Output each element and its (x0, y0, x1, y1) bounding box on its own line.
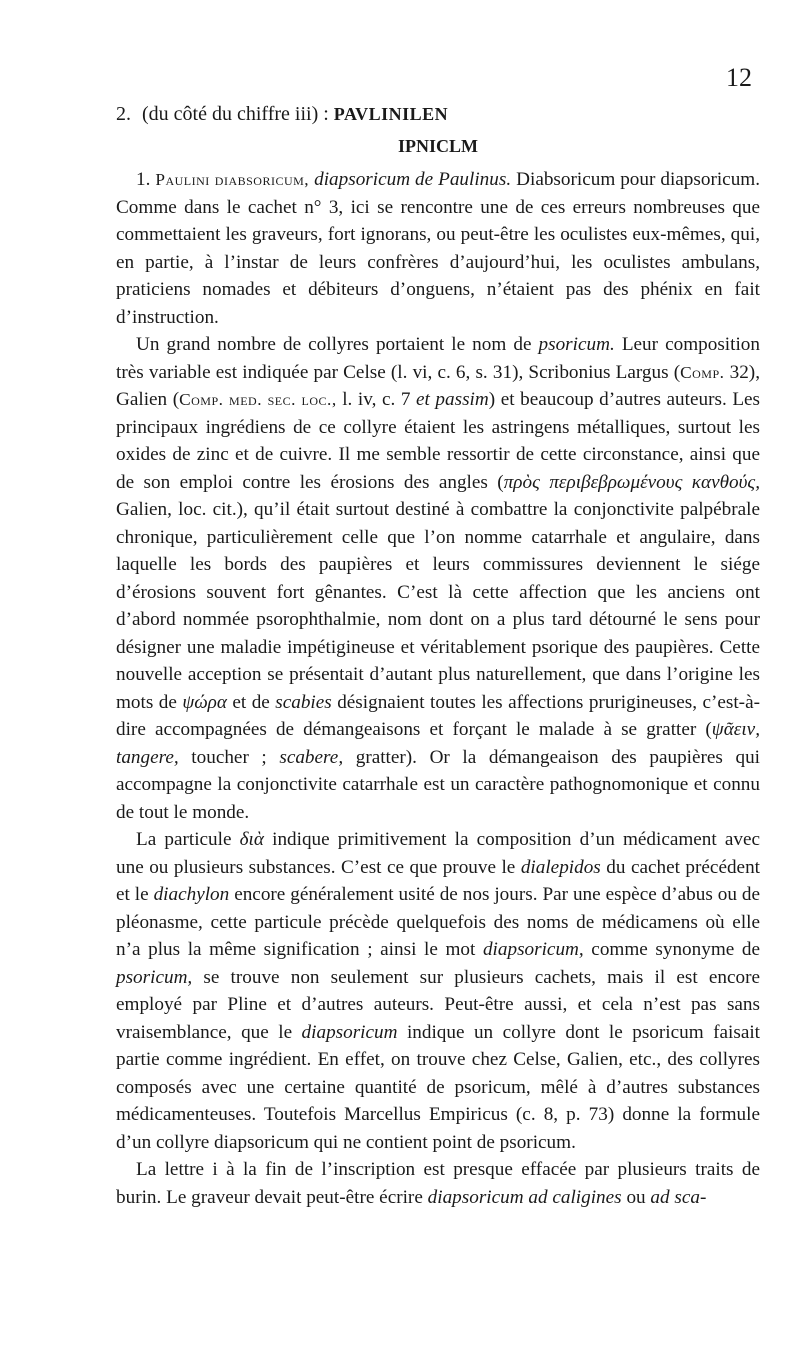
text-run: La particule (136, 829, 240, 850)
text-run: Un grand nombre de collyres portaient le nom de (136, 334, 539, 355)
paragraph-3 (116, 826, 760, 1156)
book-page (116, 0, 760, 1372)
small-caps-text: Comp. (680, 362, 725, 382)
entry-name: Paulini diabsoricum, (155, 170, 310, 189)
paragraph-4 (116, 1156, 760, 1211)
text-run: et de (226, 691, 276, 713)
italic-text: dialepidos (520, 856, 601, 878)
entry-number: 1. (136, 169, 151, 190)
italic-text: et passim (416, 389, 489, 410)
text-run: gratter). Or la démangeaison des paupières qui accompagne la conjonctivite catarrhale est un caractère pathognomonique et connu de tout le monde. (116, 746, 760, 823)
small-caps-text: Comp. med. sec. loc., (179, 390, 337, 409)
italic-text: πρὸς περιβεβρωμένους κανθούς, (503, 471, 760, 493)
italic-text: diapsoricum ad caligines (427, 1186, 622, 1208)
inscription-number: 2. (116, 103, 131, 125)
text-run: l. iv, c. 7 (336, 389, 416, 410)
italic-text: diachylon (153, 884, 230, 905)
text-run: indique primitivement la composition d’un médicament avec une ou plusieurs substances. C’est ce que prouve le (116, 829, 760, 878)
text-run: ou (621, 1186, 651, 1208)
text-run: encore généralement usité de nos jours. Par une espèce d’abus ou de pléonasme, cette particule précède quelquefois des noms de médicamens où elle n’a plus la même signification ; ainsi le mot (116, 884, 760, 960)
text-run: indique un collyre dont le psoricum faisait partie comme ingrédient. En effet, on trouve chez Celse, Galien, etc., des collyres composés avec une certaine quantité de psoricum, mêlé à d’autres substances médicamenteuses. Toutefois Marcellus Empiricus (c. 8, p. 73) donne la formule d’un collyre diapsoricum qui ne contient point de psoricum. (116, 1021, 760, 1153)
inscription-line-2: IPNICLM (398, 136, 478, 156)
body-text (116, 166, 760, 1211)
page-number: 12 (726, 63, 752, 92)
text-run: La lettre i à la fin de l’inscription est presque effacée par plusieurs traits de burin. Le graveur devait peut-être écrire (116, 1159, 760, 1208)
paragraph-1-text: Diabsoricum pour diapsoricum. Comme dans le cachet n° 3, ici se rencontre une de ces erreurs nombreuses que commettaient les graveurs, fort ignorans, ou peut-être les oculistes eux-mêmes, qui, en partie, à l’instar de leurs confrères d’aujourd’hui, les oculistes ambulans, praticiens nomades et débiteurs d’onguens, n’étaient pas des phénix en fait d’instruction. (116, 169, 761, 328)
italic-text: διὰ (239, 829, 264, 850)
italic-text: psoricum. (538, 334, 615, 355)
text-run: 32), Galien ( (116, 361, 760, 410)
text-run: toucher ; (178, 746, 280, 768)
italic-text: diapsoricum, (482, 939, 584, 960)
italic-text: ψᾶειν, tangere, (116, 719, 760, 768)
inscription-heading (116, 100, 760, 160)
italic-text: psoricum, (116, 966, 193, 988)
text-run: se trouve non seulement sur plusieurs cachets, mais il est encore employé par Pline et d’autres auteurs. Peut-être aussi, et cela n’est pas sans vraisemblance, que le (116, 966, 760, 1043)
text-run: désignaient toutes les affections prurigineuses, c’est-à-dire accompagnées de démangeaisons et forçant le malade à se gratter ( (116, 691, 760, 740)
italic-text: ad sca- (650, 1186, 707, 1208)
text-run: Leur composition très variable est indiquée par Celse (l. vi, c. 6, s. 31), Scribonius Largus ( (116, 334, 760, 383)
text-run: du cachet précédent et le (116, 856, 760, 905)
italic-text: scabere, (279, 746, 344, 768)
inscription-line-1: PAVLINILEN (333, 104, 449, 124)
text-run: Galien, loc. cit.), qu’il était surtout destiné à combattre la conjonctivite palpébrale chronique, particulièrement celle que l’on nomme catarrhale et angulaire, dans laquelle les bords des paupières et leurs commissures deviennent le siége d’érosions souvent fort gênantes. C’est là cette affection que les anciens ont d’abord nommée psorophthalmie, nom dont on a plus tard détourné le sens pour désigner une maladie impétigineuse et véritablement psorique des paupières. Cette nouvelle acception se présentait d’autant plus naturellement, que dans l’origine les mots de (116, 499, 760, 713)
text-run: ) et beaucoup d’autres auteurs. Les principaux ingrédiens de ce collyre étaient les astringens métalliques, surtout les oxides de zinc et de cuivre. Il me semble ressortir de cette circonstance, ainsi que de son emploi contre les érosions des angles ( (116, 389, 761, 493)
inscription-side-note: (du côté du chiffre iii) : (142, 103, 329, 125)
italic-text: diapsoricum (301, 1021, 398, 1043)
entry-translation: diapsoricum de Paulinus. (314, 169, 512, 190)
italic-text: ψώρα (182, 691, 227, 713)
paragraph-1 (116, 166, 760, 331)
text-run: comme synonyme de (583, 939, 760, 960)
paragraph-2 (116, 331, 760, 826)
italic-text: scabies (275, 691, 332, 713)
